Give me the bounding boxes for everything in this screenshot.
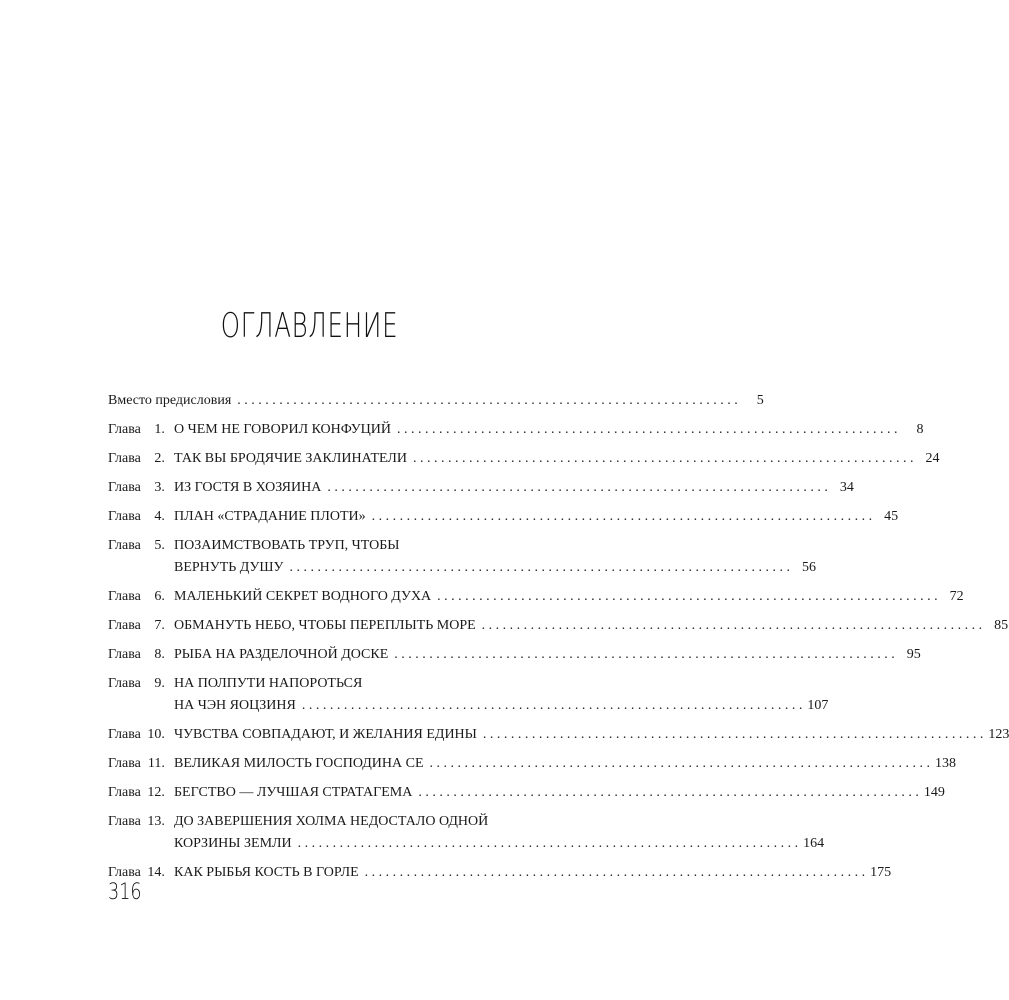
chapter-number: 9. (154, 676, 165, 691)
dot-leader (237, 393, 738, 408)
dot-leader (413, 451, 914, 466)
chapter-label (108, 509, 174, 524)
toc-entry-chapter-9[interactable] (108, 676, 829, 713)
dot-leader (397, 422, 898, 437)
entry-page-number: 149 (923, 785, 945, 800)
toc-entry-chapter-11[interactable] (108, 756, 957, 771)
dot-leader (327, 480, 828, 495)
entry-title: О ЧЕМ НЕ ГОВОРИЛ КОНФУЦИЙ (174, 422, 392, 437)
toc-entry-chapter-1[interactable] (108, 422, 924, 437)
chapter-word: Глава (108, 727, 141, 742)
entry-title: ОБМАНУТЬ НЕБО, ЧТОБЫ ПЕРЕПЛЫТЬ МОРЕ (174, 618, 476, 633)
dot-leader (372, 509, 873, 524)
entry-page-number: 175 (870, 865, 892, 880)
table-of-contents (108, 393, 1009, 894)
chapter-word: Глава (108, 422, 141, 437)
dot-leader (298, 836, 799, 851)
chapter-label (108, 676, 174, 691)
entry-page-number: 5 (756, 393, 764, 408)
entry-title: БЕГСТВО — ЛУЧШАЯ СТРАТАГЕМА (174, 785, 413, 800)
entry-page-number: 56 (801, 560, 816, 575)
chapter-word: Глава (108, 480, 141, 495)
entry-title: ТАК ВЫ БРОДЯЧИЕ ЗАКЛИНАТЕЛИ (174, 451, 407, 466)
chapter-number: 14. (147, 865, 165, 880)
page-number: 316 (108, 880, 142, 905)
entry-title: ДО ЗАВЕРШЕНИЯ ХОЛМА НЕДОСТАЛО ОДНОЙ (174, 814, 489, 829)
entry-title: НА ЧЭН ЯОЦЗИНЯ (174, 698, 296, 713)
toc-entry-chapter-10[interactable] (108, 727, 1009, 742)
toc-entry-chapter-2[interactable] (108, 451, 940, 466)
toc-entry-chapter-14[interactable] (108, 865, 892, 880)
entry-page-number: 164 (803, 836, 825, 851)
entry-title: ВЕРНУТЬ ДУШУ (174, 560, 284, 575)
entry-title: ПЛАН «СТРАДАНИЕ ПЛОТИ» (174, 509, 366, 524)
chapter-number: 4. (154, 509, 165, 524)
chapter-number: 1. (154, 422, 165, 437)
chapter-word: Глава (108, 756, 141, 771)
chapter-word: Глава (108, 509, 141, 524)
entry-title: МАЛЕНЬКИЙ СЕКРЕТ ВОДНОГО ДУХА (174, 589, 432, 604)
dot-leader (302, 698, 803, 713)
toc-entry-chapter-3[interactable] (108, 480, 854, 495)
chapter-label (108, 814, 174, 829)
chapter-label (108, 618, 174, 633)
entry-title: ВЕЛИКАЯ МИЛОСТЬ ГОСПОДИНА СЕ (174, 756, 424, 771)
toc-entry-chapter-13[interactable] (108, 814, 825, 851)
chapter-word: Глава (108, 814, 141, 829)
toc-entry-chapter-6[interactable] (108, 589, 964, 604)
entry-page-number: 45 (884, 509, 899, 524)
chapter-label (108, 647, 174, 662)
dot-leader (289, 560, 790, 575)
chapter-number: 11. (147, 756, 165, 771)
dot-leader (365, 865, 866, 880)
entry-page-number: 24 (925, 451, 940, 466)
entry-page-number: 95 (906, 647, 921, 662)
chapter-word: Глава (108, 676, 141, 691)
entry-title: НА ПОЛПУТИ НАПОРОТЬСЯ (174, 676, 363, 691)
toc-entry-chapter-8[interactable] (108, 647, 921, 662)
dot-leader (430, 756, 931, 771)
entry-title: КАК РЫБЬЯ КОСТЬ В ГОРЛЕ (174, 865, 359, 880)
dot-leader (483, 727, 984, 742)
chapter-word: Глава (108, 589, 141, 604)
chapter-number: 12. (147, 785, 165, 800)
chapter-label (108, 422, 174, 437)
chapter-word: Глава (108, 865, 141, 880)
chapter-word: Глава (108, 538, 141, 553)
entry-title: КОРЗИНЫ ЗЕМЛИ (174, 836, 292, 851)
chapter-label (108, 538, 174, 553)
chapter-number: 13. (147, 814, 165, 829)
chapter-number: 8. (154, 647, 165, 662)
entry-page-number: 107 (807, 698, 829, 713)
page-title: ОГЛАВЛЕНИЕ (220, 306, 399, 346)
entry-title: ЧУВСТВА СОВПАДАЮТ, И ЖЕЛАНИЯ ЕДИНЫ (174, 727, 477, 742)
chapter-number: 5. (154, 538, 165, 553)
chapter-label (108, 451, 174, 466)
chapter-number: 10. (147, 727, 165, 742)
toc-entry-chapter-7[interactable] (108, 618, 1009, 633)
toc-entry-chapter-5[interactable] (108, 538, 816, 575)
chapter-word: Глава (108, 618, 141, 633)
chapter-number: 7. (154, 618, 165, 633)
entry-page-number: 8 (916, 422, 924, 437)
toc-entry-chapter-12[interactable] (108, 785, 945, 800)
chapter-label (108, 480, 174, 495)
chapter-number: 3. (154, 480, 165, 495)
toc-entry-chapter-4[interactable] (108, 509, 899, 524)
dot-leader (394, 647, 895, 662)
entry-title: ПОЗАИМСТВОВАТЬ ТРУП, ЧТОБЫ (174, 538, 400, 553)
chapter-word: Глава (108, 451, 141, 466)
chapter-number: 2. (154, 451, 165, 466)
entry-page-number: 34 (839, 480, 854, 495)
chapter-label (108, 785, 174, 800)
chapter-label (108, 589, 174, 604)
chapter-label (108, 727, 174, 742)
entry-title: РЫБА НА РАЗДЕЛОЧНОЙ ДОСКЕ (174, 647, 389, 662)
dot-leader (418, 785, 919, 800)
entry-page-number: 85 (994, 618, 1009, 633)
entry-title: ИЗ ГОСТЯ В ХОЗЯИНА (174, 480, 322, 495)
entry-page-number: 123 (988, 727, 1009, 742)
chapter-word: Глава (108, 647, 141, 662)
dot-leader (437, 589, 938, 604)
entry-page-number: 72 (949, 589, 964, 604)
dot-leader (482, 618, 983, 633)
entry-title: Вместо предисловия (108, 393, 232, 408)
toc-entry-preface[interactable] (108, 393, 764, 408)
chapter-number: 6. (154, 589, 165, 604)
chapter-label (108, 756, 174, 771)
entry-page-number: 138 (935, 756, 957, 771)
chapter-word: Глава (108, 785, 141, 800)
chapter-label (108, 865, 174, 880)
